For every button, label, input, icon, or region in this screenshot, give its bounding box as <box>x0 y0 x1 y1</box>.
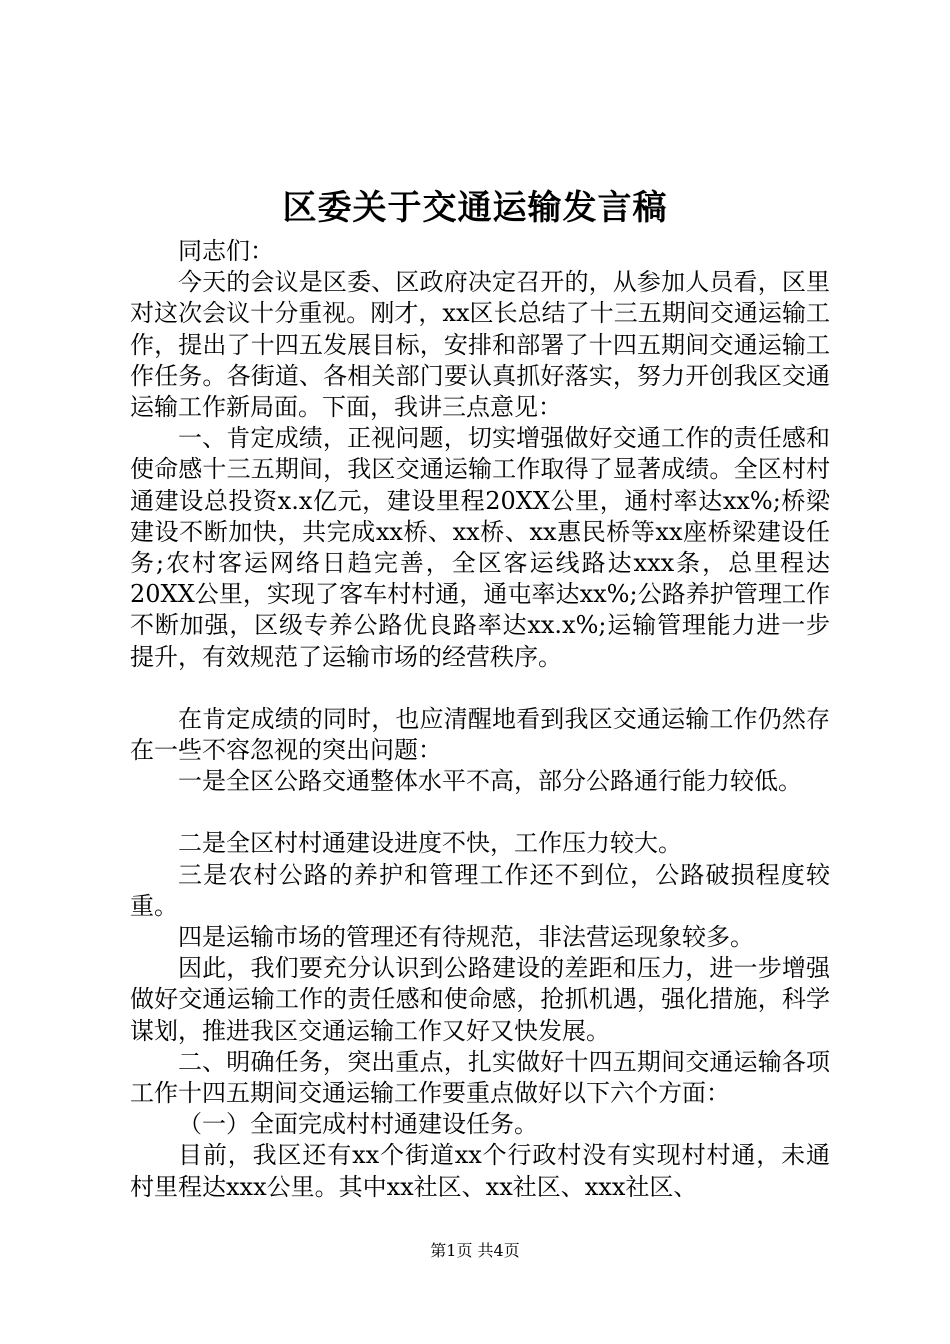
paragraph-problem-four: 四是运输市场的管理还有待规范，非法营运现象较多。 <box>178 923 754 952</box>
paragraph-intro: 今天的会议是区委、区政府决定召开的，从参加人员看，区里对这次会议十分重视。刚才，xx区长总结了十三五期间交通运输工作，提出了十四五发展目标，安排和部署了十四五期间交通运输工作任务。各街道、各相关部门要认真抓好落实，努力开创我区交通运输工作新局面。下面，我讲三点意见： <box>130 268 830 422</box>
document-title: 区委关于交通运输发言稿 <box>282 188 668 228</box>
paragraph-subsection-one: （一）全面完成村村通建设任务。 <box>178 1110 538 1139</box>
paragraph-section-two: 二、明确任务，突出重点，扎实做好十四五期间交通运输各项工作十四五期间交通运输工作要重点做好以下六个方面： <box>130 1047 830 1108</box>
paragraph-problem-three: 三是农村公路的养护和管理工作还不到位，公路破损程度较重。 <box>130 860 830 920</box>
salutation: 同志们： <box>178 237 274 265</box>
paragraph-problems-intro: 在肯定成绩的同时，也应清醒地看到我区交通运输工作仍然存在一些不容忽视的突出问题： <box>130 704 830 765</box>
paragraph-problem-one: 一是全区公路交通整体水平不高，部分公路通行能力较低。 <box>178 767 802 796</box>
paragraph-problem-two: 二是全区村村通建设进度不快，工作压力较大。 <box>178 829 682 858</box>
page-footer: 第1页 共4页 <box>430 1241 520 1260</box>
paragraph-therefore: 因此，我们要充分认识到公路建设的差距和压力，进一步增强做好交通运输工作的责任感和使命感，抢抓机遇，强化措施，科学谋划，推进我区交通运输工作又好又快发展。 <box>130 954 830 1045</box>
paragraph-current-status: 目前，我区还有xx个街道xx个行政村没有实现村村通，未通村里程达xxx公里。其中xx社区、xx社区、xxx社区、 <box>130 1141 830 1201</box>
document-body <box>130 236 830 1203</box>
paragraph-section-one: 一、肯定成绩，正视问题，切实增强做好交通工作的责任感和使命感十三五期间，我区交通运输工作取得了显著成绩。全区村村通建设总投资x.x亿元，建设里程20XX公里，通村率达xx%;桥梁建设不断加快，共完成xx桥、xx桥、xx惠民桥等xx座桥梁建设任务;农村客运网络日趋完善，全区客运线路达xxx条，总里程达20XX公里，实现了客车村村通，通屯率达xx%;公路养护管理工作不断加强，区级专养公路优良路率达xx.x%;运输管理能力进一步提升，有效规范了运输市场的经营秩序。 <box>130 424 830 671</box>
